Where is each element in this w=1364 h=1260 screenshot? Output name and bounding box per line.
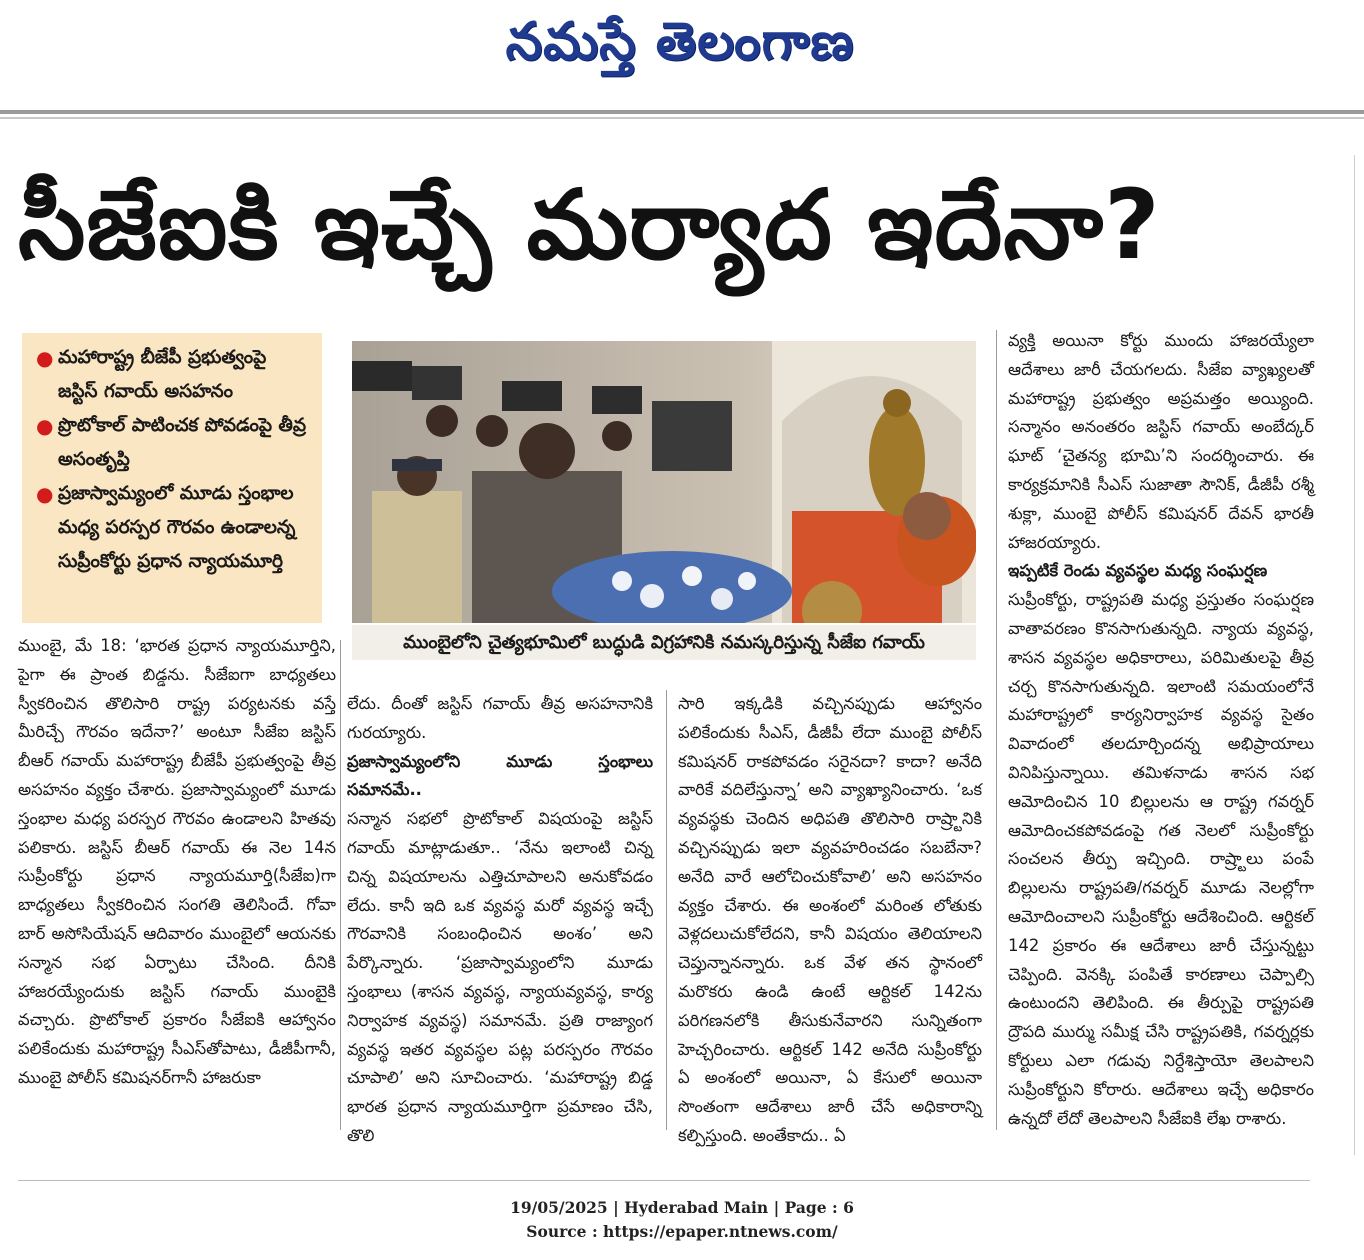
highlight-item (36, 477, 312, 579)
column-text: వ్యక్తి అయినా కోర్టు ముందు హాజరయ్యేలా ఆదేశాలు జారీ చేయగలదు. సీజేఐ వ్యాఖ్యలతో మహారాష్ట్ర ప్రభుత్వం అప్రమత్తం అయ్యింది. సన్మానం అనంతరం జస్టిస్ గవాయ్ అంబేద్కర్ ఘాట్ ‘చైతన్య భూమి’ని సందర్శించారు. ఈ కార్యక్రమానికి సీఎస్ సుజాతా సౌనిక్, డీజీపీ రశ్మీ శుక్లా, ముంబై పోలీస్ కమిషనర్ దేవన్ భారతీ హాజరయ్యారు. (1008, 331, 1314, 552)
bullet-icon: ● (36, 482, 54, 506)
column-text: ముంబై, మే 18: ‘భారత ప్రధాన న్యాయమూర్తిని, పైగా ఈ ప్రాంత బిడ్డను. సీజేఐగా బాధ్యతలు స్వీకరించిన తొలిసారి రాష్ట్ర పర్యటనకు వస్తే మీరిచ్చే గౌరవం ఇదేనా?’ అంటూ సీజేఐ జస్టిస్ బీఆర్ గవాయ్ మహారాష్ట్ర బీజేపీ ప్రభుత్వంపై తీవ్ర అసహనం వ్యక్తం చేశారు. ప్రజాస్వామ్యంలో మూడు స్తంభాల మధ్య పరస్పర గౌరవం ఉండాలని హితవు పలికారు. జస్టిస్ బీఆర్ గవాయ్ ఈ నెల 14న సుప్రీంకోర్టు ప్రధాన న్యాయమూర్తి(సీజేఐ)గా బాధ్యతలు స్వీకరించిన సంగతి తెలిసిందే. గోవా బార్ అసోసియేషన్ ఆదివారం ముంబైలో ఆయనకు సన్మాన సభ ఏర్పాటు చేసింది. దీనికి హాజరయ్యేందుకు జస్టిస్ గవాయ్ ముంబైకి వచ్చారు. ప్రొటోకాల్ ప్రకారం సీజేఐకి ఆహ్వానం పలికేందుకు మహారాష్ట్ర సీఎస్‌తోపాటు, డీజీపీగానీ, ముంబై పోలీస్ కమిషనర్‌గానీ హాజరుకా (18, 636, 336, 1087)
masthead-divider-thin (0, 117, 1364, 119)
article-column-2 (347, 690, 653, 1151)
footer-source: Source : https://epaper.ntnews.com/ (526, 1222, 838, 1241)
column-divider (340, 640, 341, 1130)
column-text: సుప్రీంకోర్టు, రాష్ట్రపతి మధ్య ప్రస్తుతం సంఘర్షణ వాతావరణం కొనసాగుతున్నది. న్యాయ వ్యవస్థ, శాసన వ్యవస్థల అధికారాలు, పరిమితులపై తీవ్ర చర్చ కొనసాగుతున్నది. ఇలాంటి సమయంలోనే మహారాష్ట్రలో కార్యనిర్వాహక వ్యవస్థ సైతం వివాదంలో తలదూర్చిందన్న అభిప్రాయాలు వినిపిస్తున్నాయి. తమిళనాడు శాసన సభ ఆమోదించిన 10 బిల్లులను ఆ రాష్ట్ర గవర్నర్ ఆమోదించకపోవడంపై గత నెలలో సుప్రీంకోర్టు సంచలన తీర్పు ఇచ్చింది. రాష్ర్టాలు పంపే బిల్లులను రాష్ట్రపతి/గవర్నర్ మూడు నెలల్లోగా ఆమోదించాలని సుప్రీంకోర్టు ఆదేశించింది. ఆర్టికల్ 142 ప్రకారం ఈ ఆదేశాలు జారీ చేస్తున్నట్టు చెప్పింది. వెనక్కి పంపితే కారణాలు చెప్పాల్సి ఉంటుందని తెలిపింది. ఈ తీర్పుపై రాష్ట్రపతి ద్రౌపది ముర్ము సమీక్ష చేసి రాష్ట్రపతికి, గవర్నర్లకు కోర్టులు ఎలా గడువు నిర్దేశిస్తాయో తెలపాలని సుప్రీంకోర్టుని కోరారు. ఆదేశాలు ఇచ్చే అధికారం ఉన్నదో లేదో తెలపాలని సీజేఐకి లేఖ రాశారు. (1008, 590, 1314, 1128)
column-text: సారి ఇక్కడికి వచ్చినప్పుడు ఆహ్వానం పలికేందుకు సీఎస్, డీజీపీ లేదా ముంబై పోలీస్ కమిషనర్ రాకపోవడం సరైనదా? కాదా? అనేది వారికే వదిలేస్తున్నా’ అని వ్యాఖ్యానించారు. ‘ఒక వ్యవస్థకు చెందిన అధిపతి తొలిసారి రాష్ర్టానికి వచ్చినప్పుడు ఇలా వ్యవహరించడం సబబేనా? అనేది వారే ఆలోచించుకోవాలి’ అని అసహనం వ్యక్తం చేశారు. ఈ అంశంలో మరింత లోతుకు వెళ్లదలుచుకోలేదని, కానీ విషయం తెలియాలని చెప్తున్నానన్నారు. ఒక వేళ తన స్థానంలో మరొకరు ఉండి ఉంటే ఆర్టికల్ 142ను పరిగణనలోకి తీసుకునేవారని సున్నితంగా హెచ్చరించారు. ఆర్టికల్ 142 అనేది సుప్రీంకోర్టు ఏ అంశంలో అయినా, ఏ కేసులో అయినా సొంతంగా ఆదేశాలు జారీ చేసే అధికారాన్ని కల్పిస్తుంది. అంతేకాదు.. ఏ (678, 694, 982, 1145)
article-column-3 (678, 690, 982, 1151)
highlight-text: మహారాష్ట్ర బీజేపీ ప్రభుత్వంపై జస్టిస్ గవాయ్ అసహనం (58, 347, 267, 402)
highlight-text: ప్రజాస్వామ్యంలో మూడు స్తంభాల మధ్య పరస్పర గౌరవం ఉండాలన్న సుప్రీంకోర్టు ప్రధాన న్యాయమూర్తి (58, 483, 296, 572)
article-column-4 (1008, 327, 1314, 1133)
subheading: ఇప్పటికే రెండు వ్యవస్థల మధ్య సంఘర్షణ (1008, 561, 1268, 581)
highlight-text: ప్రొటోకాల్ పాటించక పోవడంపై తీవ్ర అసంతృప్తి (58, 415, 307, 470)
bullet-icon: ● (36, 414, 54, 438)
column-text: లేదు. దీంతో జస్టిస్ గవాయ్ తీవ్ర అసహనానికి గురయ్యారు. (347, 694, 653, 742)
highlight-item (36, 341, 312, 409)
column-divider (996, 330, 997, 1130)
highlight-item (36, 409, 312, 477)
column-text: సన్మాన సభలో ప్రొటోకాల్ విషయంపై జస్టిస్ గవాయ్ మాట్లాడుతూ.. ‘నేను ఇలాంటి చిన్న చిన్న విషయాలను ఎత్తిచూపాలని అనుకోవడం లేదు. కానీ ఇది ఒక వ్యవస్థ మరో వ్యవస్థ ఇచ్చే గౌరవానికి సంబంధించిన అంశం’ అని పేర్కొన్నారు. ‘ప్రజాస్వామ్యంలోని మూడు స్తంభాలు (శాసన వ్యవస్థ, న్యాయవ్యవస్థ, కార్య నిర్వాహక వ్యవస్థ) సమానమే. ప్రతి రాజ్యాంగ వ్యవస్థ ఇతర వ్యవస్థల పట్ల పరస్పరం గౌరవం చూపాలి’ అని సూచించారు. ‘మహారాష్ట్ర బిడ్డ భారత ప్రధాన న్యాయమూర్తిగా ప్రమాణం చేసి, తొలి (347, 809, 653, 1145)
highlights-box (22, 333, 322, 623)
bullet-icon: ● (36, 346, 54, 370)
article-headline: సీజేఐకి ఇచ్చే మర్యాద ఇదేనా? (18, 169, 1161, 281)
page-edge-line (1354, 155, 1355, 1155)
photo-caption: ముంబైలోని చైత్యభూమిలో బుద్ధుడి విగ్రహానికి నమస్కరిస్తున్న సీజేఐ గవాయ్ (352, 625, 976, 660)
article-column-1 (18, 632, 336, 1093)
footer-edition: 19/05/2025 | Hyderabad Main | Page : 6 (510, 1198, 854, 1217)
masthead-divider (0, 110, 1364, 114)
news-photo (352, 341, 976, 623)
photo-illustration (352, 341, 976, 623)
column-divider (666, 690, 667, 1130)
newspaper-logo: నమస్తే తెలంగాణ (505, 11, 855, 72)
footer-divider (18, 1180, 1310, 1181)
subheading: ప్రజాస్వామ్యంలోని మూడు స్తంభాలు సమానమే.. (347, 751, 653, 800)
masthead (0, 0, 1364, 110)
